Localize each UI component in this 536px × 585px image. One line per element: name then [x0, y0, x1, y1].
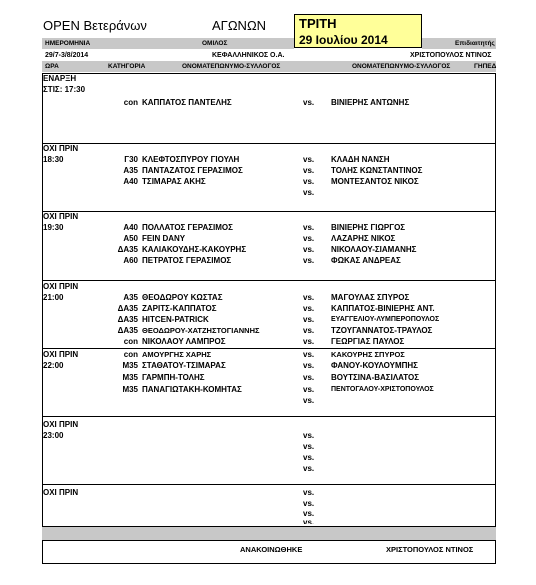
match-row	[0, 256, 536, 266]
match-row	[0, 304, 536, 314]
match-row	[0, 326, 536, 336]
match-category: ΔΑ35	[117, 326, 138, 335]
match-row	[0, 431, 536, 441]
vs-label: vs.	[303, 385, 315, 394]
match-row	[0, 361, 536, 371]
player1: ΚΑΠΠΑΤΟΣ ΠΑΝΤΕΛΗΣ	[142, 98, 232, 107]
vs-label: vs.	[303, 499, 315, 508]
match-row	[0, 98, 536, 108]
club-name: ΚΕΦΑΛΛΗΝΙΚΟΣ Ο.Α.	[212, 52, 285, 59]
vs-label: vs.	[303, 453, 315, 462]
match-category: Μ35	[122, 361, 138, 370]
vs-label: vs.	[303, 315, 315, 324]
match-category: ΔΑ35	[117, 304, 138, 313]
player1: ΖΑΡΙΤΣ-ΚΑΠΠΑΤΟΣ	[142, 304, 217, 313]
match-row	[0, 223, 536, 233]
player1: ΑΜΟΥΡΓΗΣ ΧΑΡΗΣ	[142, 350, 212, 359]
referee-field-label: Επιδιαιτητής	[455, 40, 495, 47]
vs-label: vs.	[303, 361, 315, 370]
match-row	[0, 166, 536, 176]
block-label-2: 23:00	[43, 431, 64, 440]
agonon-heading: ΑΓΩΝΩΝ	[212, 18, 267, 33]
vs-label: vs.	[303, 166, 315, 175]
player2: ΛΑΖΑΡΗΣ ΝΙΚΟΣ	[331, 234, 396, 243]
club-field-label: ΟΜΙΛΟΣ	[202, 40, 228, 47]
match-category: Μ35	[122, 385, 138, 394]
match-category: Μ35	[122, 373, 138, 382]
vs-label: vs.	[303, 396, 315, 405]
vs-label: vs.	[303, 350, 315, 359]
col-time: ΩΡΑ	[45, 63, 59, 70]
match-category: Α40	[123, 177, 138, 186]
player2: ΦΑΝΟΥ-ΚΟΥΛΟΥΜΠΗΣ	[331, 361, 418, 370]
player2: ΜΑΓΟΥΛΑΣ ΣΠΥΡΟΣ	[331, 293, 410, 302]
col-category: ΚΑΤΗΓΟΡΙΑ	[108, 63, 146, 70]
player2: ΦΩΚΑΣ ΑΝΔΡΕΑΣ	[331, 256, 401, 265]
match-row	[0, 350, 536, 360]
match-category: ΔΑ35	[117, 245, 138, 254]
player2: ΚΛΑΔΗ ΝΑΝΣΗ	[331, 155, 390, 164]
vs-label: vs.	[303, 518, 315, 524]
vs-label: vs.	[303, 326, 315, 335]
day-label: ΤΡΙΤΗ	[299, 16, 337, 31]
match-row	[0, 234, 536, 244]
player2: ΒΙΝΙΕΡΗΣ ΓΙΩΡΓΟΣ	[331, 223, 406, 232]
match-row	[0, 337, 536, 347]
col-name2: ΟΝΟΜΑΤΕΠΩΝΥΜΟ-ΣΥΛΛΟΓΟΣ	[352, 63, 451, 70]
vs-label: vs.	[303, 177, 315, 186]
player2: ΕΥΑΓΓΕΛΙΟΥ-ΛΥΜΠΕΡΟΠΟΥΛΟΣ	[331, 316, 440, 323]
player1: HITCEN-PATRICK	[142, 315, 209, 324]
day-box	[294, 14, 422, 48]
vs-label: vs.	[303, 293, 315, 302]
player2: ΓΕΩΡΓΙΑΣ ΠΑΥΛΟΣ	[331, 337, 405, 346]
vs-label: vs.	[303, 464, 315, 473]
match-row	[0, 453, 536, 463]
player2: ΒΟΥΤΣΙΝΑ-ΒΑΣΙΛΑΤΟΣ	[331, 373, 420, 382]
vs-label: vs.	[303, 304, 315, 313]
block-label-1: ΟΧΙ ΠΡΙΝ	[43, 282, 79, 291]
date-range: 29/7-3/8/2014	[45, 52, 89, 59]
vs-label: vs.	[303, 155, 315, 164]
player1: ΘΕΟΔΩΡΟΥ-ΧΑΤΖΗΣΤΟΓΙΑΝΝΗΣ	[142, 326, 260, 335]
match-row	[0, 177, 536, 187]
match-category: ΔΑ35	[117, 315, 138, 324]
match-row	[0, 518, 536, 524]
match-row	[0, 396, 536, 406]
match-category: Α60	[123, 256, 138, 265]
block-label-1: ΟΧΙ ΠΡΙΝ	[43, 350, 79, 359]
block-label-2: 18:30	[43, 155, 64, 164]
date-field-label: ΗΜΕΡΟΜΗΝΙΑ	[45, 40, 91, 47]
vs-label: vs.	[303, 98, 315, 107]
footer-grey-bar	[42, 526, 496, 540]
match-row	[0, 499, 536, 509]
vs-label: vs.	[303, 188, 315, 197]
announced-label: ΑΝΑΚΟΙΝΩΘΗΚΕ	[240, 545, 303, 554]
player2: ΜΟΝΤΕΣΑΝΤΟΣ ΝΙΚΟΣ	[331, 177, 419, 186]
vs-label: vs.	[303, 509, 315, 518]
match-category: Γ30	[124, 155, 138, 164]
match-row	[0, 245, 536, 255]
player1: ΚΛΕΦΤΟΣΠΥΡΟΥ ΓΙΟΥΛΗ	[142, 155, 240, 164]
vs-label: vs.	[303, 223, 315, 232]
player1: ΚΑΛΙΑΚΟΥΔΗΣ-ΚΑΚΟΥΡΗΣ	[142, 245, 247, 254]
footer-referee: ΧΡΙΣΤΟΠΟΥΛΟΣ ΝΤΙΝΟΣ	[386, 545, 474, 554]
block-label-1: ΟΧΙ ΠΡΙΝ	[43, 144, 79, 153]
block-label-2: 19:30	[43, 223, 64, 232]
player1: ΠΑΝΑΓΙΩΤΑΚΗ-ΚΟΜΗΤΑΣ	[142, 385, 242, 394]
player1: ΠΑΝΤΑΖΑΤΟΣ ΓΕΡΑΣΙΜΟΣ	[142, 166, 243, 175]
block-label-1: ΟΧΙ ΠΡΙΝ	[43, 420, 79, 429]
match-row	[0, 155, 536, 165]
match-row	[0, 373, 536, 383]
player2: ΝΙΚΟΛΑΟΥ-ΣΙΑΜΑΝΗΣ	[331, 245, 417, 254]
match-row	[0, 442, 536, 452]
vs-label: vs.	[303, 488, 315, 497]
match-category: con	[123, 350, 138, 359]
player1: FEIN DANY	[142, 234, 186, 243]
vs-label: vs.	[303, 442, 315, 451]
match-row	[0, 385, 536, 395]
player1: ΠΟΛΛΑΤΟΣ ΓΕΡΑΣΙΜΟΣ	[142, 223, 233, 232]
block-label-1: ΕΝΑΡΞΗ	[43, 74, 77, 83]
player2: ΒΙΝΙΕΡΗΣ ΑΝΤΩΝΗΣ	[331, 98, 410, 107]
player2: ΤΖΟΥΓΑΝΝΑΤΟΣ-ΤΡΑΥΛΟΣ	[331, 326, 433, 335]
player2: ΠΕΝΤΟΓΑΛΟΥ-ΧΡΙΣΤΟΠΟΥΛΟΣ	[331, 386, 434, 393]
vs-label: vs.	[303, 256, 315, 265]
player1: ΘΕΟΔΩΡΟΥ ΚΩΣΤΑΣ	[142, 293, 223, 302]
vs-label: vs.	[303, 234, 315, 243]
block-label-1: ΟΧΙ ΠΡΙΝ	[43, 212, 79, 221]
block-label-2: 21:00	[43, 293, 64, 302]
date-label: 29 Ιουλίου 2014	[299, 33, 388, 47]
col-name1: ΟΝΟΜΑΤΕΠΩΝΥΜΟ-ΣΥΛΛΟΓΟΣ	[182, 63, 281, 70]
match-row	[0, 464, 536, 474]
match-category: Α40	[123, 223, 138, 232]
player2: ΚΑΠΠΑΤΟΣ-ΒΙΝΙΕΡΗΣ ΑΝΤ.	[331, 304, 435, 313]
vs-label: vs.	[303, 431, 315, 440]
vs-label: vs.	[303, 337, 315, 346]
player1: ΝΙΚΟΛΑΟΥ ΛΑΜΠΡΟΣ	[142, 337, 226, 346]
block-label-1: ΟΧΙ ΠΡΙΝ	[43, 488, 79, 497]
block-label-2: 22:00	[43, 361, 64, 370]
player1: ΣΤΑΘΑΤΟΥ-ΤΣΙΜΑΡΑΣ	[142, 361, 226, 370]
vs-label: vs.	[303, 373, 315, 382]
player1: ΤΣΙΜΑΡΑΣ ΑΚΗΣ	[142, 177, 206, 186]
col-court: ΓΗΠΕΔ	[474, 63, 497, 70]
time-block	[42, 73, 496, 143]
player2: ΤΟΛΗΣ ΚΩΝΣΤΑΝΤΙΝΟΣ	[331, 166, 423, 175]
player2: ΚΑΚΟΥΡΗΣ ΣΠΥΡΟΣ	[331, 350, 405, 359]
match-category: con	[123, 337, 138, 346]
match-category: Α50	[123, 234, 138, 243]
match-row	[0, 315, 536, 325]
tournament-title: OPEN Βετεράνων	[43, 18, 147, 33]
match-row	[0, 293, 536, 303]
match-category: con	[123, 98, 138, 107]
vs-label: vs.	[303, 245, 315, 254]
match-category: Α35	[123, 293, 138, 302]
player1: ΓΑΡΜΠΗ-ΤΟΛΗΣ	[142, 373, 205, 382]
match-row	[0, 488, 536, 498]
referee-name: ΧΡΙΣΤΟΠΟΥΛΟΣ ΝΤΙΝΟΣ	[410, 52, 492, 59]
player1: ΠΕΤΡΑΤΟΣ ΓΕΡΑΣΙΜΟΣ	[142, 256, 232, 265]
match-row	[0, 188, 536, 198]
block-label-2: ΣΤΙΣ: 17:30	[43, 85, 86, 94]
match-category: Α35	[123, 166, 138, 175]
